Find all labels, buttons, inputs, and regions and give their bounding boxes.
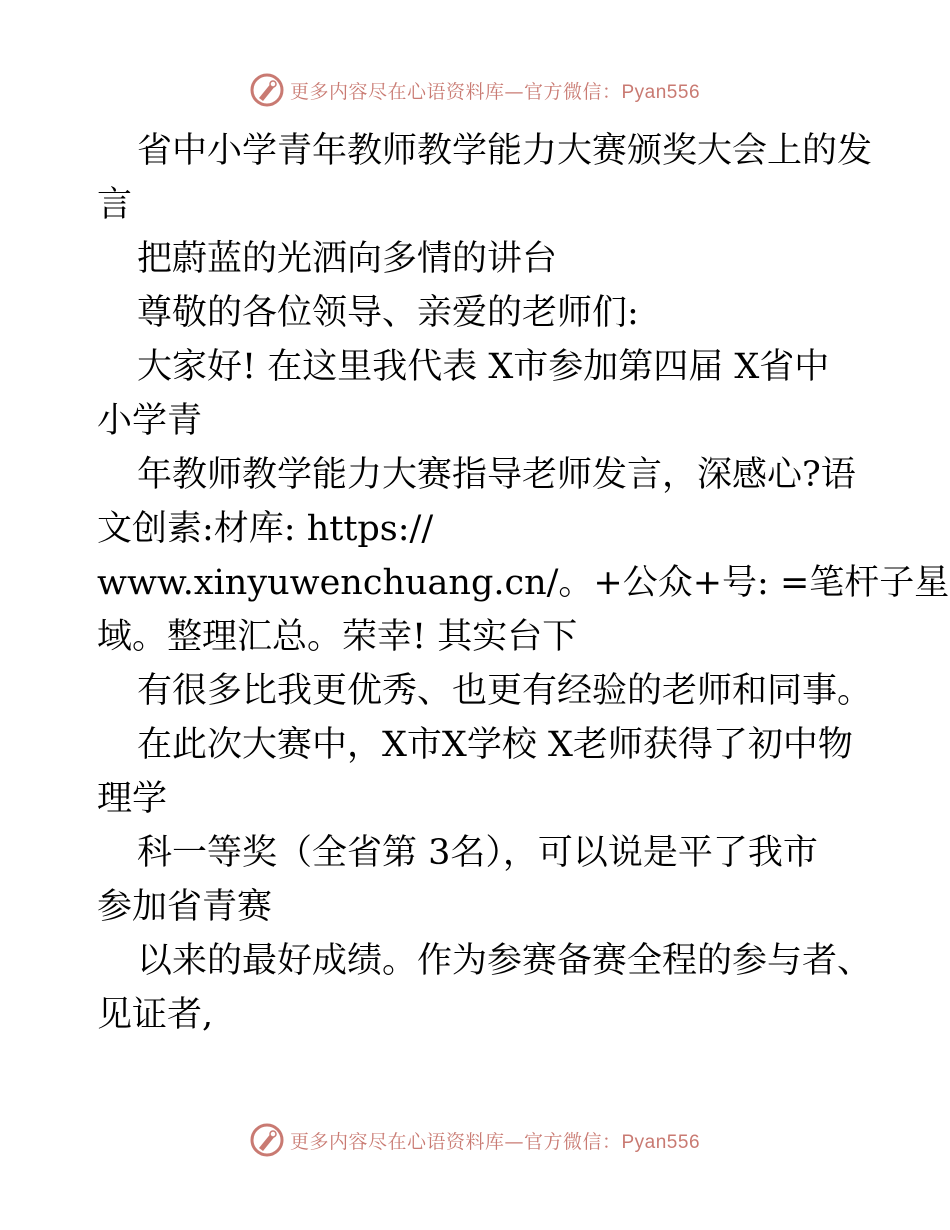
footer-banner <box>0 1120 950 1160</box>
header-banner <box>0 70 950 110</box>
footer-banner-text <box>290 1127 700 1154</box>
text-line: 域。整理汇总。荣幸! 其实台下 <box>97 617 578 657</box>
text-line: 年教师教学能力大赛指导老师发言，深感心?语 <box>137 455 856 495</box>
text-line: 文创素:材库: https:// <box>97 509 434 549</box>
header-banner-text <box>290 77 700 104</box>
pen-logo-icon <box>250 73 284 107</box>
text-line: 有很多比我更优秀、也更有经验的老师和同事。 <box>137 671 873 711</box>
text-line: 以来的最好成绩。作为参赛备赛全程的参与者、 <box>137 941 873 981</box>
header-banner-wechat: Pyan556 <box>621 81 701 103</box>
text-line: www.xinyuwenchuang.cn/。+公众+号: =笔杆子星 <box>97 563 950 603</box>
text-line: 理学 <box>97 779 168 819</box>
document-body <box>97 124 950 1042</box>
footer-banner-label: 更多内容尽在心语资料库—官方微信： <box>289 1130 622 1153</box>
text-line: 省中小学青年教师教学能力大赛颁奖大会上的发 <box>137 131 873 171</box>
text-line: 言 <box>97 185 133 225</box>
header-banner-label: 更多内容尽在心语资料库—官方微信： <box>289 80 622 103</box>
text-line: 小学青 <box>97 401 203 441</box>
text-line: 科一等奖（全省第 3名），可以说是平了我市 <box>137 833 818 873</box>
text-line: 参加省青赛 <box>97 887 273 927</box>
text-line: 见证者, <box>97 995 214 1035</box>
pen-logo-icon <box>250 1123 284 1157</box>
text-line: 把蔚蓝的光洒向多情的讲台 <box>137 239 558 279</box>
text-line: 在此次大赛中，X市X学校 X老师获得了初中物 <box>137 725 853 765</box>
text-line: 尊敬的各位领导、亲爱的老师们: <box>137 293 639 333</box>
footer-banner-wechat: Pyan556 <box>621 1131 701 1153</box>
text-line: 大家好! 在这里我代表 X市参加第四届 X省中 <box>137 347 830 387</box>
